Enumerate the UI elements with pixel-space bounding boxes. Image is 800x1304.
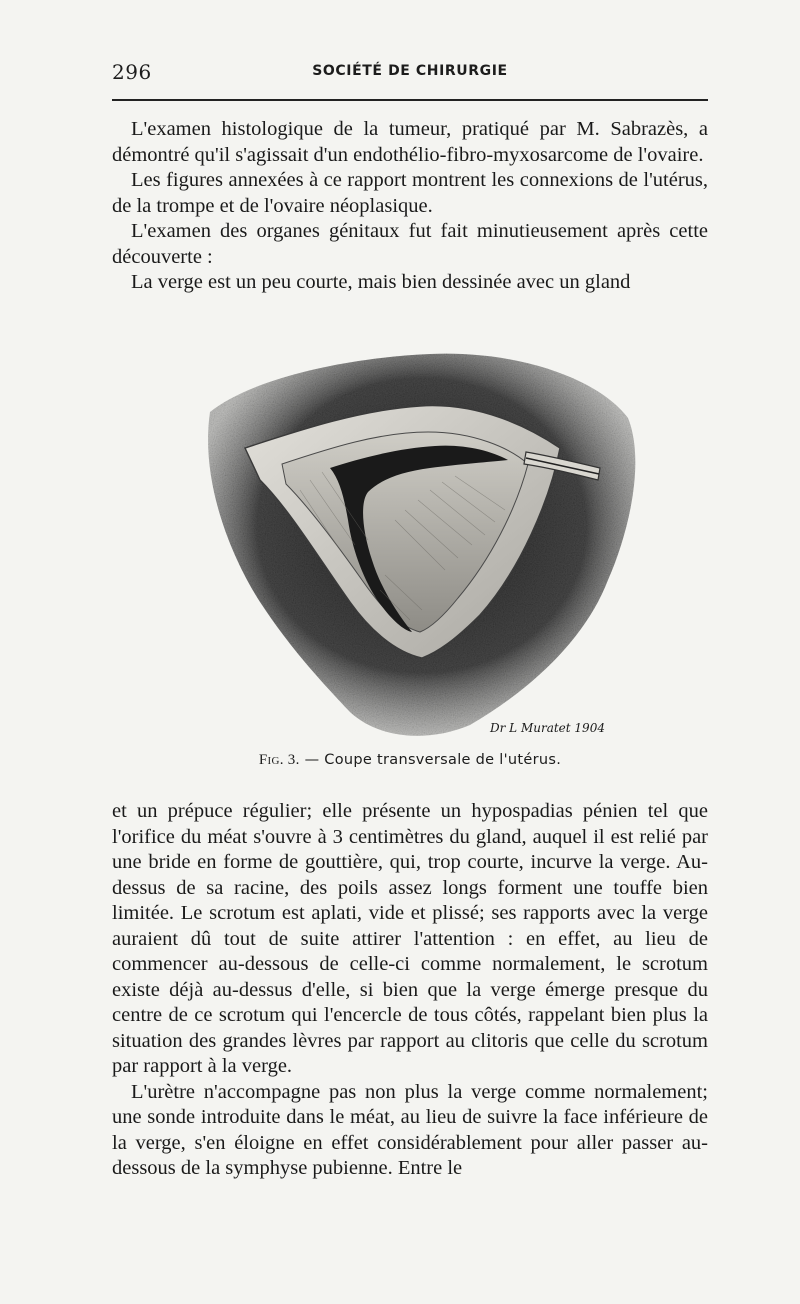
header-rule bbox=[112, 99, 708, 101]
paragraph-examination: L'examen des organes génitaux fut fait minutieusement après cette découverte : bbox=[112, 220, 708, 268]
paragraph-urethra: L'urètre n'accompagne pas non plus la verge comme normalement; une sonde introduite dans le méat, au lieu de suivre la face inférieure de la verge, s'en éloigne en effet considérablement pour aller passer au-dessous de la symphyse pubienne. Entre le bbox=[112, 1080, 708, 1179]
body-text-top bbox=[112, 117, 708, 296]
figure-caption bbox=[112, 752, 708, 769]
paragraph-figures: Les figures annexées à ce rapport montrent les connexions de l'utérus, de la trompe et de l'ovaire néoplasique. bbox=[112, 169, 708, 217]
running-head bbox=[112, 60, 708, 86]
body-text-bottom bbox=[112, 799, 708, 1182]
uterus-illustration bbox=[190, 340, 650, 745]
paragraph-histology: L'examen histologique de la tumeur, pratiqué par M. Sabrazès, a démontré qu'il s'agissait d'un endothélio-fibro-myxosarcome de l'ovaire. bbox=[112, 118, 708, 166]
paragraph-verge-start: La verge est un peu courte, mais bien dessinée avec un gland bbox=[131, 271, 631, 293]
page-number: 296 bbox=[112, 60, 152, 84]
paragraph-continuation: et un prépuce régulier; elle présente un hypospadias pénien tel que l'orifice du méat s'ouvre à 3 centimètres du gland, auquel il est relié par une bride en forme de gouttière, qui, trop courte, incurve la verge. Au-dessus de sa racine, des poils assez longs forment une touffe bien limitée. Le scrotum est aplati, vide et plissé; ses rapports avec la verge auraient dû tout de suite attirer l'attention : en effet, au lieu de commencer au-dessous de celle-ci comme normalement, le scrotum existe déjà au-dessus d'elle, si bien que la verge émerge presque du centre de ce scrotum qui l'encercle de tous côtés, rappelant bien plus la situation des grandes lèvres par rapport au clitoris que celle du scrotum par rapport à la verge. bbox=[112, 800, 708, 1077]
journal-title: SOCIÉTÉ DE CHIRURGIE bbox=[312, 63, 508, 79]
caption-text: — Coupe transversale de l'utérus. bbox=[304, 752, 562, 768]
artist-signature: Dr L Muratet 1904 bbox=[490, 721, 605, 735]
caption-label: Fig. 3. bbox=[258, 752, 300, 768]
